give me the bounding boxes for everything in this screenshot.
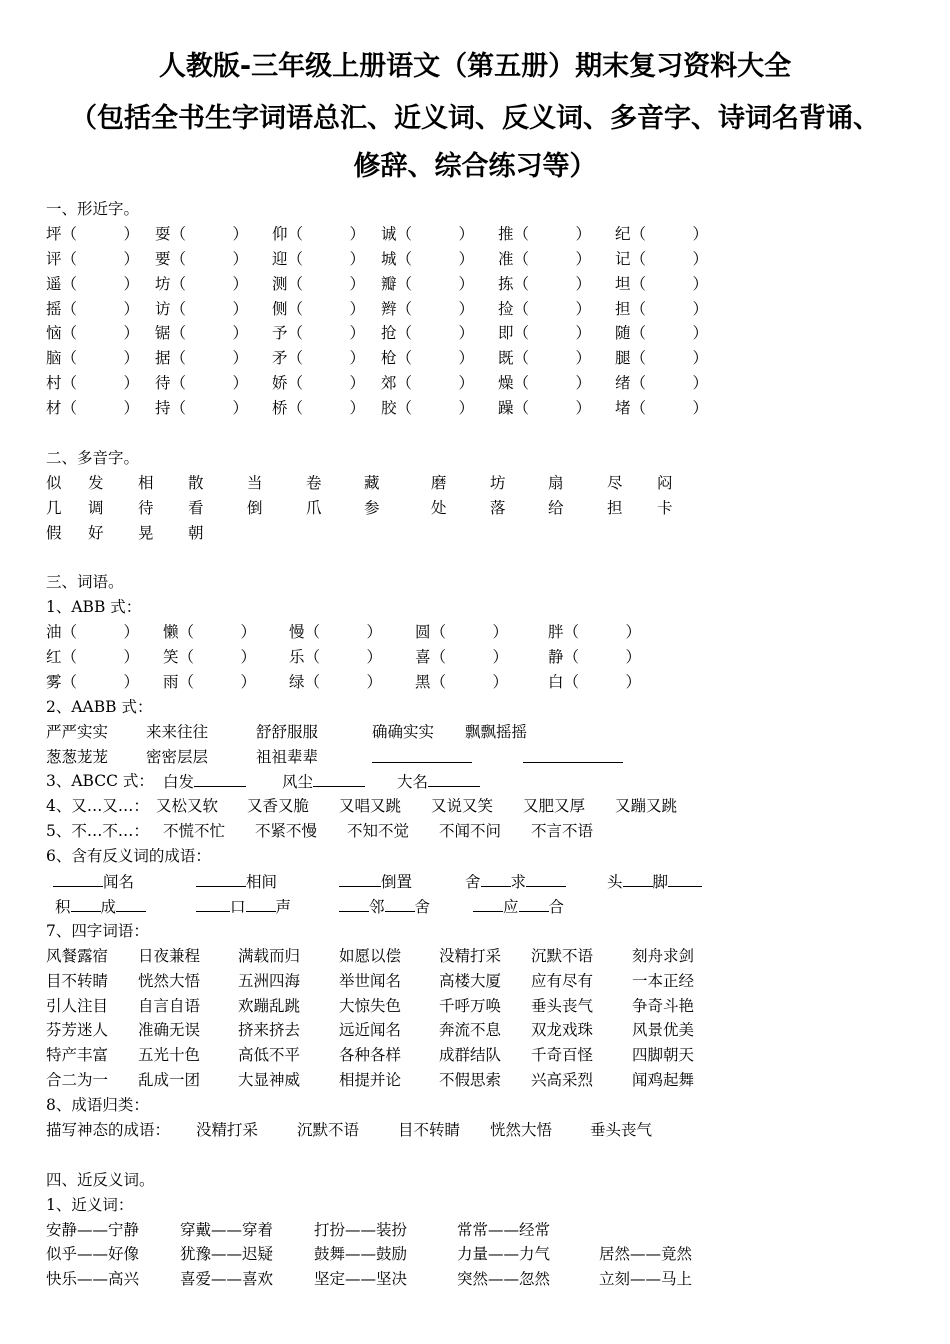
- aabb-blank[interactable]: [372, 745, 472, 771]
- four-char-item: 双龙戏珠: [531, 1021, 594, 1040]
- four-char-item: 自言自语: [138, 996, 201, 1015]
- four-char-item: 引人注目: [46, 996, 109, 1015]
- four-char-item: 大显神威: [238, 1071, 301, 1090]
- abb-item: 胖（ ）: [548, 623, 642, 642]
- similar-char-item: 瓣（ ）: [381, 274, 475, 293]
- similar-char-item: 待（ ）: [155, 374, 249, 393]
- four-char-item: 乱成一团: [138, 1071, 201, 1090]
- synonym-item: 鼓舞——鼓励: [314, 1245, 408, 1264]
- synonym-heading: 1、近义词：: [46, 1195, 134, 1214]
- abb-item: 圆（ ）: [415, 623, 509, 642]
- polyphone-row: [46, 496, 926, 521]
- four-char-item: 日夜兼程: [138, 946, 201, 965]
- polyphone-item: 似: [46, 473, 62, 492]
- four-char-item: 奔流不息: [439, 1021, 502, 1040]
- polyphone-item: 坊: [490, 473, 506, 492]
- similar-char-item: 锯（ ）: [155, 324, 249, 343]
- category-item: 沉默不语: [297, 1120, 360, 1139]
- similar-char-item: 迎（ ）: [272, 249, 366, 268]
- synonym-item: 力量——力气: [457, 1245, 551, 1264]
- similar-char-item: 桥（ ）: [272, 399, 366, 418]
- four-char-item: 特产丰富: [46, 1046, 109, 1065]
- polyphone-row: [46, 521, 926, 546]
- doc-subtitle-line2: 修辞、综合练习等）: [353, 151, 597, 182]
- four-char-item: 垂头丧气: [531, 996, 594, 1015]
- category-label: 描写神态的成语：: [46, 1120, 171, 1139]
- similar-char-item: 绪（ ）: [615, 374, 709, 393]
- you-item: 又蹦又跳: [615, 797, 678, 816]
- polyphone-item: 朝: [188, 523, 204, 542]
- four-char-row: [46, 994, 926, 1019]
- abb-item: 雾（ ）: [46, 672, 140, 691]
- you-item: 又松又软: [156, 797, 219, 816]
- similar-char-row: [46, 297, 926, 322]
- aabb-item: 来来往往: [146, 722, 209, 741]
- similar-char-item: 堵（ ）: [615, 399, 709, 418]
- you-item: 又说又笑: [431, 797, 494, 816]
- category-item: 恍然大悟: [490, 1120, 553, 1139]
- fy-blank[interactable]: [339, 869, 381, 887]
- synonym-item: 似乎——好像: [46, 1245, 140, 1264]
- similar-char-item: 摇（ ）: [46, 299, 140, 318]
- similar-char-item: 要（ ）: [155, 249, 249, 268]
- synonym-row: [46, 1267, 926, 1292]
- polyphone-item: 几: [46, 498, 62, 517]
- bu-item: 不言不语: [531, 822, 594, 841]
- polyphone-item: 闷: [657, 473, 673, 492]
- similar-char-row: [46, 396, 926, 421]
- four-char-row: [46, 1043, 926, 1068]
- section-heading-similar-chars: 一、形近字。: [46, 200, 140, 218]
- polyphone-item: 卡: [657, 498, 673, 517]
- bu-item: 不紧不慢: [255, 822, 318, 841]
- four-char-item: 远近闻名: [339, 1021, 402, 1040]
- abb-item: 白（ ）: [548, 672, 642, 691]
- similar-char-item: 郊（ ）: [381, 374, 475, 393]
- abcc-row: [46, 769, 926, 794]
- polyphone-item: 处: [431, 498, 447, 517]
- similar-char-item: 枪（ ）: [381, 349, 475, 368]
- synonym-item: 安静——宁静: [46, 1220, 140, 1239]
- fy-blank[interactable]: [519, 894, 549, 912]
- similar-char-item: 腿（ ）: [615, 349, 709, 368]
- polyphone-item: 尽: [607, 473, 623, 492]
- similar-char-item: 拣（ ）: [498, 274, 592, 293]
- fy-item: 应 合: [473, 894, 564, 920]
- aabb-item: 葱葱茏茏: [46, 747, 109, 766]
- four-char-item: 各种各样: [339, 1046, 402, 1065]
- four-char-item: 闻鸡起舞: [632, 1071, 695, 1090]
- similar-char-item: 抢（ ）: [381, 324, 475, 343]
- bu-item: 不慌不忙: [163, 822, 226, 841]
- similar-char-item: 躁（ ）: [498, 399, 592, 418]
- four-char-row: [46, 944, 926, 969]
- similar-char-item: 坊（ ）: [155, 274, 249, 293]
- fy-blank[interactable]: [385, 894, 415, 912]
- synonym-item: 坚定——坚决: [314, 1270, 408, 1289]
- fy-blank[interactable]: [196, 894, 230, 912]
- synonym-row: [46, 1218, 926, 1243]
- similar-char-item: 随（ ）: [615, 324, 709, 343]
- similar-char-item: 仰（ ）: [272, 224, 366, 243]
- polyphone-item: 散: [188, 473, 204, 492]
- polyphone-item: 担: [607, 498, 623, 517]
- four-char-item: 四脚朝天: [632, 1046, 695, 1065]
- four-char-item: 如愿以偿: [339, 946, 402, 965]
- polyphone-item: 晃: [138, 523, 154, 542]
- fy-blank[interactable]: [196, 869, 246, 887]
- abb-item: 慢（ ）: [289, 623, 383, 642]
- polyphone-item: 磨: [431, 473, 447, 492]
- similar-char-item: 准（ ）: [498, 249, 592, 268]
- similar-char-item: 辫（ ）: [381, 299, 475, 318]
- similar-char-item: 推（ ）: [498, 224, 592, 243]
- you-item: 又肥又厚: [523, 797, 586, 816]
- similar-char-item: 坦（ ）: [615, 274, 709, 293]
- abb-item: 笑（ ）: [163, 648, 257, 667]
- aabb-item: 飘飘摇摇: [465, 722, 528, 741]
- similar-char-item: 担（ ）: [615, 299, 709, 318]
- abb-item: 红（ ）: [46, 648, 140, 667]
- similar-char-item: 测（ ）: [272, 274, 366, 293]
- synonym-row: [46, 1242, 926, 1267]
- fy-item: 头 脚: [607, 869, 702, 895]
- antonym-idiom-row-1: [46, 869, 926, 894]
- fy-item: 闻名: [53, 869, 134, 895]
- similar-char-item: 城（ ）: [381, 249, 475, 268]
- polyphone-item: 藏: [364, 473, 380, 492]
- abcc-item: 风尘: [282, 769, 365, 795]
- abcc-blank[interactable]: [194, 769, 246, 787]
- four-char-heading: 7、四字词语：: [46, 921, 149, 940]
- four-char-item: 大惊失色: [339, 996, 402, 1015]
- polyphone-item: 落: [490, 498, 506, 517]
- synonym-item: 犹豫——迟疑: [180, 1245, 274, 1264]
- similar-char-item: 即（ ）: [498, 324, 592, 343]
- category-item: 垂头丧气: [590, 1120, 653, 1139]
- abcc-label: 3、ABCC 式：: [46, 772, 154, 791]
- four-char-item: 刻舟求剑: [632, 946, 695, 965]
- synonym-item: 立刻——马上: [599, 1270, 693, 1289]
- four-char-item: 准确无误: [138, 1021, 201, 1040]
- similar-char-row: [46, 321, 926, 346]
- synonym-item: 常常——经常: [457, 1220, 551, 1239]
- similar-char-item: 燥（ ）: [498, 374, 592, 393]
- four-char-item: 没精打采: [439, 946, 502, 965]
- similar-char-item: 恼（ ）: [46, 324, 140, 343]
- aabb-item: 密密层层: [146, 747, 209, 766]
- fy-item: 积 成: [55, 894, 146, 920]
- abcc-item: 白发: [163, 769, 246, 795]
- similar-char-item: 材（ ）: [46, 399, 140, 418]
- four-char-item: 兴高采烈: [531, 1071, 594, 1090]
- polyphone-item: 待: [138, 498, 154, 517]
- similar-char-item: 评（ ）: [46, 249, 140, 268]
- you-label: 4、又…又…：: [46, 797, 149, 816]
- synonym-item: 穿戴——穿着: [180, 1220, 274, 1239]
- fy-item: 邻 舍: [339, 894, 430, 920]
- fy-blank[interactable]: [71, 894, 101, 912]
- aabb-heading: 2、AABB 式：: [46, 697, 153, 716]
- fy-blank[interactable]: [246, 894, 276, 912]
- four-char-item: 满载而归: [238, 946, 301, 965]
- similar-char-item: 侧（ ）: [272, 299, 366, 318]
- four-char-item: 目不转睛: [46, 971, 109, 990]
- fy-item: 舍 求: [465, 869, 566, 895]
- abb-item: 乐（ ）: [289, 648, 383, 667]
- synonym-item: 居然——竟然: [599, 1245, 693, 1264]
- similar-char-item: 遥（ ）: [46, 274, 140, 293]
- similar-char-item: 娇（ ）: [272, 374, 366, 393]
- abb-item: 喜（ ）: [415, 648, 509, 667]
- section-heading-synonyms-antonyms: 四、近反义词。: [46, 1170, 155, 1189]
- polyphone-item: 好: [88, 523, 104, 542]
- four-char-item: 合二为一: [46, 1071, 109, 1090]
- abcc-item: 大名: [397, 769, 480, 795]
- synonym-item: 突然——忽然: [457, 1270, 551, 1289]
- polyphone-item: 看: [188, 498, 204, 517]
- polyphone-item: 相: [138, 473, 154, 492]
- similar-char-item: 胶（ ）: [381, 399, 475, 418]
- similar-char-item: 捡（ ）: [498, 299, 592, 318]
- similar-char-item: 诚（ ）: [381, 224, 475, 243]
- you-item: 又香又脆: [247, 797, 310, 816]
- synonym-item: 喜爱——喜欢: [180, 1270, 274, 1289]
- similar-char-item: 予（ ）: [272, 324, 366, 343]
- abcc-blank[interactable]: [428, 769, 480, 787]
- four-char-item: 高低不平: [238, 1046, 301, 1065]
- abb-item: 绿（ ）: [289, 672, 383, 691]
- similar-char-row: [46, 222, 926, 247]
- four-char-row: [46, 1018, 926, 1043]
- four-char-item: 风餐露宿: [46, 946, 109, 965]
- abb-heading: 1、ABB 式：: [46, 598, 142, 617]
- fy-item: 相间: [196, 869, 277, 895]
- four-char-row: [46, 1068, 926, 1093]
- aabb-blank[interactable]: [523, 745, 623, 771]
- similar-char-item: 村（ ）: [46, 374, 140, 393]
- section-heading-polyphones: 二、多音字。: [46, 448, 140, 467]
- similar-char-item: 持（ ）: [155, 399, 249, 418]
- abb-item: 懒（ ）: [163, 623, 257, 642]
- doc-subtitle-line1: （包括全书生字词语总汇、近义词、反义词、多音字、诗词名背诵、: [70, 103, 880, 134]
- abb-row: [46, 670, 926, 695]
- four-char-item: 欢蹦乱跳: [238, 996, 301, 1015]
- four-char-item: 千呼万唤: [439, 996, 502, 1015]
- antonym-idiom-heading: 6、含有反义词的成语：: [46, 847, 211, 866]
- four-char-item: 成群结队: [439, 1046, 502, 1065]
- four-char-item: 高楼大厦: [439, 971, 502, 990]
- similar-char-item: 脑（ ）: [46, 349, 140, 368]
- similar-char-row: [46, 371, 926, 396]
- synonym-item: 打扮——装扮: [314, 1220, 408, 1239]
- fy-blank[interactable]: [116, 894, 146, 912]
- aabb-row-1: [46, 720, 926, 745]
- four-char-item: 应有尽有: [531, 971, 594, 990]
- doc-title: 人教版-三年级上册语文（第五册）期末复习资料大全: [158, 51, 792, 82]
- four-char-item: 争奇斗艳: [632, 996, 695, 1015]
- bu-item: 不闻不问: [439, 822, 502, 841]
- four-char-item: 五光十色: [138, 1046, 201, 1065]
- four-char-item: 挤来挤去: [238, 1021, 301, 1040]
- polyphone-item: 假: [46, 523, 62, 542]
- fy-blank[interactable]: [481, 869, 511, 887]
- similar-char-item: 矛（ ）: [272, 349, 366, 368]
- you-item: 又唱又跳: [339, 797, 402, 816]
- four-char-item: 相提并论: [339, 1071, 402, 1090]
- abb-item: 油（ ）: [46, 623, 140, 642]
- bu-item: 不知不觉: [347, 822, 410, 841]
- aabb-item: 祖祖辈辈: [256, 747, 319, 766]
- fy-blank[interactable]: [473, 894, 503, 912]
- polyphone-item: 倒: [247, 498, 263, 517]
- similar-char-row: [46, 346, 926, 371]
- idiom-category-heading: 8、成语归类：: [46, 1096, 149, 1115]
- polyphone-item: 发: [88, 473, 104, 492]
- fy-blank[interactable]: [668, 869, 702, 887]
- four-char-item: 不假思索: [439, 1071, 502, 1090]
- polyphone-item: 给: [548, 498, 564, 517]
- antonym-idiom-row-2: [46, 894, 926, 919]
- polyphone-row: [46, 471, 926, 496]
- abb-item: 黑（ ）: [415, 672, 509, 691]
- bu-row: [46, 819, 926, 844]
- synonym-item: 快乐——高兴: [46, 1270, 140, 1289]
- fy-blank[interactable]: [339, 894, 369, 912]
- abb-item: 静（ ）: [548, 648, 642, 667]
- similar-char-row: [46, 272, 926, 297]
- four-char-item: 沉默不语: [531, 946, 594, 965]
- polyphone-item: 卷: [306, 473, 322, 492]
- four-char-item: 一本正经: [632, 971, 695, 990]
- bu-label: 5、不…不…：: [46, 822, 149, 841]
- polyphone-item: 爪: [306, 498, 322, 517]
- polyphone-item: 调: [88, 498, 104, 517]
- fy-item: 倒置: [339, 869, 412, 895]
- polyphone-item: 当: [247, 473, 263, 492]
- abb-row: [46, 645, 926, 670]
- idiom-category-row: [46, 1118, 926, 1143]
- fy-blank[interactable]: [623, 869, 653, 887]
- similar-char-item: 访（ ）: [155, 299, 249, 318]
- similar-char-item: 记（ ）: [615, 249, 709, 268]
- similar-char-item: 坪（ ）: [46, 224, 140, 243]
- four-char-item: 芬芳迷人: [46, 1021, 109, 1040]
- similar-char-item: 据（ ）: [155, 349, 249, 368]
- abb-item: 雨（ ）: [163, 672, 257, 691]
- fy-blank[interactable]: [526, 869, 566, 887]
- fy-item: 口 声: [196, 894, 291, 920]
- similar-char-item: 纪（ ）: [615, 224, 709, 243]
- four-char-item: 风景优美: [632, 1021, 695, 1040]
- aabb-item: 严严实实: [46, 722, 109, 741]
- four-char-row: [46, 969, 926, 994]
- abb-row: [46, 620, 926, 645]
- aabb-row-2: [46, 745, 926, 770]
- category-item: 没精打采: [196, 1120, 259, 1139]
- four-char-item: 恍然大悟: [138, 971, 201, 990]
- abcc-blank[interactable]: [313, 769, 365, 787]
- four-char-item: 举世闻名: [339, 971, 402, 990]
- fy-blank[interactable]: [53, 869, 103, 887]
- four-char-item: 五洲四海: [238, 971, 301, 990]
- section-heading-words: 三、词语。: [46, 573, 124, 592]
- document-body: [46, 197, 926, 1292]
- similar-char-item: 既（ ）: [498, 349, 592, 368]
- similar-char-item: 耍（ ）: [155, 224, 249, 243]
- category-item: 目不转睛: [398, 1120, 461, 1139]
- similar-char-row: [46, 247, 926, 272]
- four-char-item: 千奇百怪: [531, 1046, 594, 1065]
- polyphone-item: 参: [364, 498, 380, 517]
- aabb-item: 确确实实: [372, 722, 435, 741]
- you-row: [46, 794, 926, 819]
- polyphone-item: 扇: [548, 473, 564, 492]
- aabb-item: 舒舒服服: [256, 722, 319, 741]
